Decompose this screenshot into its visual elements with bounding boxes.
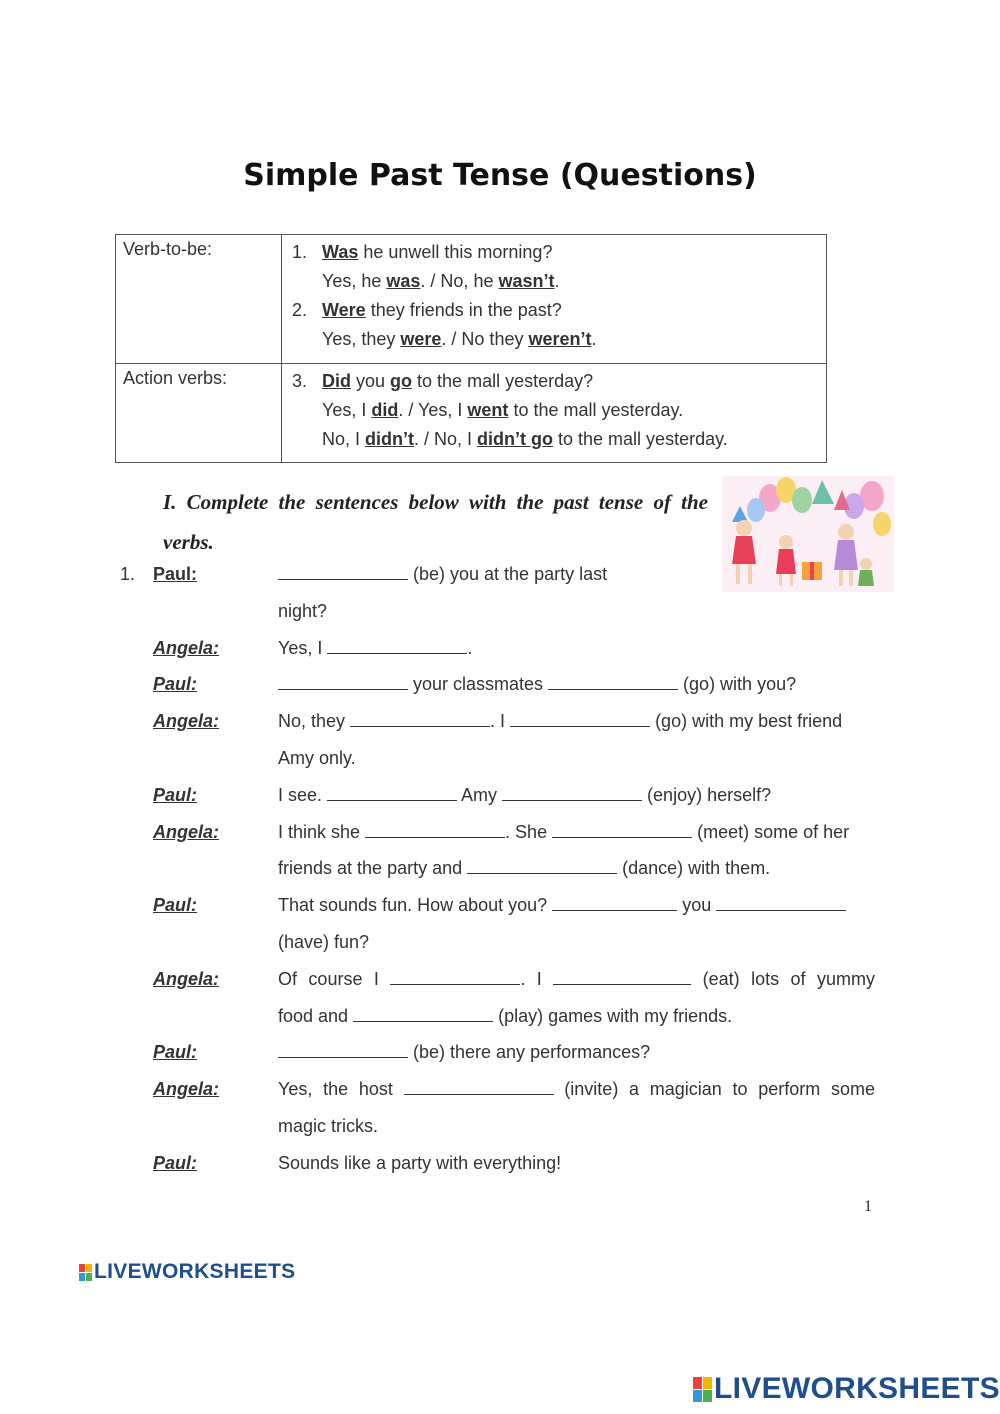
verb-highlight: Did — [322, 371, 351, 391]
example-text: to the mall yesterday? — [412, 371, 594, 391]
example-line — [292, 368, 826, 397]
logo-square — [703, 1390, 712, 1402]
dialogue-text: I see. Amy (enjoy) herself? — [278, 784, 772, 805]
example-number: 2. — [292, 300, 308, 320]
logo-square — [693, 1377, 702, 1389]
dialogue-text: your classmates (go) with you? — [278, 672, 875, 696]
example-line — [292, 426, 826, 455]
speaker-label: Angela: — [153, 968, 220, 989]
example-line — [292, 326, 826, 355]
dialogue-text: Amy only. — [278, 748, 356, 768]
answer-blank[interactable] — [548, 673, 678, 690]
speaker-label: Angela: — [153, 711, 220, 732]
example-line — [292, 268, 826, 297]
logo-square — [86, 1273, 92, 1281]
brand-logo-large — [692, 1372, 1000, 1406]
answer-blank[interactable] — [350, 710, 490, 727]
example-text: . / No, he — [420, 271, 499, 291]
grammar-table — [115, 234, 827, 463]
dialogue-text: friends at the party and (dance) with them. — [278, 858, 771, 879]
answer-blank[interactable] — [353, 1005, 493, 1022]
answer-blank[interactable] — [404, 1078, 554, 1095]
dialogue-text: food and (play) games with my friends. — [278, 1005, 733, 1026]
speaker-label: Angela: — [153, 821, 220, 842]
answer-blank[interactable] — [502, 784, 642, 801]
answer-blank[interactable] — [327, 784, 457, 801]
speaker-label: Paul: — [153, 895, 198, 916]
brand-name: LIVEWORKSHEETS — [94, 1260, 296, 1283]
verb-highlight: wasn’t — [498, 271, 555, 291]
answer-blank[interactable] — [365, 821, 505, 838]
verb-highlight: go — [390, 371, 413, 391]
answer-blank[interactable] — [552, 821, 692, 838]
grammar-label: Action verbs: — [116, 364, 282, 463]
logo-square — [79, 1273, 85, 1281]
verb-highlight: Was — [322, 242, 359, 262]
verb-highlight: went — [467, 400, 509, 420]
page-number: 1 — [864, 1198, 872, 1215]
verb-highlight: weren’t — [528, 329, 592, 349]
answer-blank[interactable] — [278, 673, 408, 690]
speaker-label: Paul: — [153, 1152, 198, 1173]
speaker-label: Angela: — [153, 1079, 220, 1100]
verb-highlight: did — [371, 400, 399, 420]
logo-square — [693, 1390, 702, 1402]
example-line — [292, 297, 826, 326]
brand-name: LIVEWORKSHEETS — [714, 1372, 1000, 1405]
example-text: to the mall yesterday. — [553, 429, 728, 449]
question-number: 1. — [120, 564, 136, 584]
verb-highlight: Were — [322, 300, 366, 320]
speaker-label: Angela: — [153, 637, 220, 658]
answer-blank[interactable] — [390, 968, 520, 985]
verb-highlight: were — [400, 329, 442, 349]
speaker-label: Paul: — [153, 784, 198, 805]
example-number: 1. — [292, 242, 308, 262]
example-text: Yes, I — [322, 400, 372, 420]
dialogue-text: Yes, the host (invite) a magician to perform some — [278, 1079, 875, 1100]
dialogue-text: (be) there any performances? — [278, 1040, 875, 1064]
logo-square — [86, 1264, 92, 1272]
answer-blank[interactable] — [327, 637, 467, 654]
answer-blank[interactable] — [553, 968, 691, 985]
example-text: you — [351, 371, 391, 391]
logo-square — [703, 1377, 712, 1389]
page-title: Simple Past Tense (Questions) — [243, 158, 757, 193]
example-text: they friends in the past? — [365, 300, 562, 320]
dialogue-text: Sounds like a party with everything! — [278, 1152, 562, 1173]
brand-logo-small — [78, 1260, 295, 1284]
example-text: Yes, he — [322, 271, 387, 291]
answer-blank[interactable] — [278, 563, 408, 580]
dialogue-text: night? — [278, 600, 328, 621]
example-text: to the mall yesterday. — [508, 400, 684, 420]
logo-mark-icon — [78, 1263, 92, 1281]
answer-blank[interactable] — [510, 710, 650, 727]
dialogue-text: magic tricks. — [278, 1116, 379, 1136]
grammar-examples — [282, 364, 827, 463]
example-text: . — [591, 329, 597, 349]
answer-blank[interactable] — [467, 857, 617, 874]
answer-blank[interactable] — [716, 894, 846, 911]
logo-square — [79, 1264, 85, 1272]
speaker-label: Paul: — [153, 564, 198, 584]
speaker-label: Paul: — [153, 1042, 198, 1063]
example-text: No, I — [322, 429, 366, 449]
example-line — [292, 397, 826, 426]
speaker-label: Paul: — [153, 674, 198, 695]
verb-highlight: didn’t go — [477, 429, 554, 449]
example-text: . — [554, 271, 560, 291]
grammar-label: Verb-to-be: — [116, 235, 282, 364]
answer-blank[interactable] — [552, 894, 677, 911]
grammar-row-action-verbs — [116, 364, 827, 463]
answer-blank[interactable] — [278, 1041, 408, 1058]
dialogue-text: Yes, I . — [278, 637, 473, 658]
example-text: he unwell this morning? — [358, 242, 553, 262]
dialogue-text: I think she . She (meet) some of her — [278, 821, 850, 842]
example-text: Yes, they — [322, 329, 401, 349]
grammar-examples — [282, 235, 827, 364]
example-text: . / No they — [441, 329, 529, 349]
dialogue-text: That sounds fun. How about you? you — [278, 893, 875, 917]
logo-mark-icon — [692, 1376, 712, 1402]
example-line — [292, 239, 826, 268]
dialogue-text: (have) fun? — [278, 932, 370, 952]
example-text: . / Yes, I — [398, 400, 468, 420]
dialogue-text: Of course I . I (eat) lots of yummy — [278, 968, 875, 989]
exercise-instruction: I. Complete the sentences below with the past tense of the verbs. — [163, 490, 708, 554]
example-text: . / No, I — [414, 429, 478, 449]
verb-highlight: was — [386, 271, 421, 291]
grammar-row-verb-to-be — [116, 235, 827, 364]
dialogue-text: No, they . I (go) with my best friend — [278, 711, 843, 732]
example-number: 3. — [292, 371, 308, 391]
verb-highlight: didn’t — [365, 429, 414, 449]
dialogue-text: (be) you at the party last — [278, 562, 875, 586]
